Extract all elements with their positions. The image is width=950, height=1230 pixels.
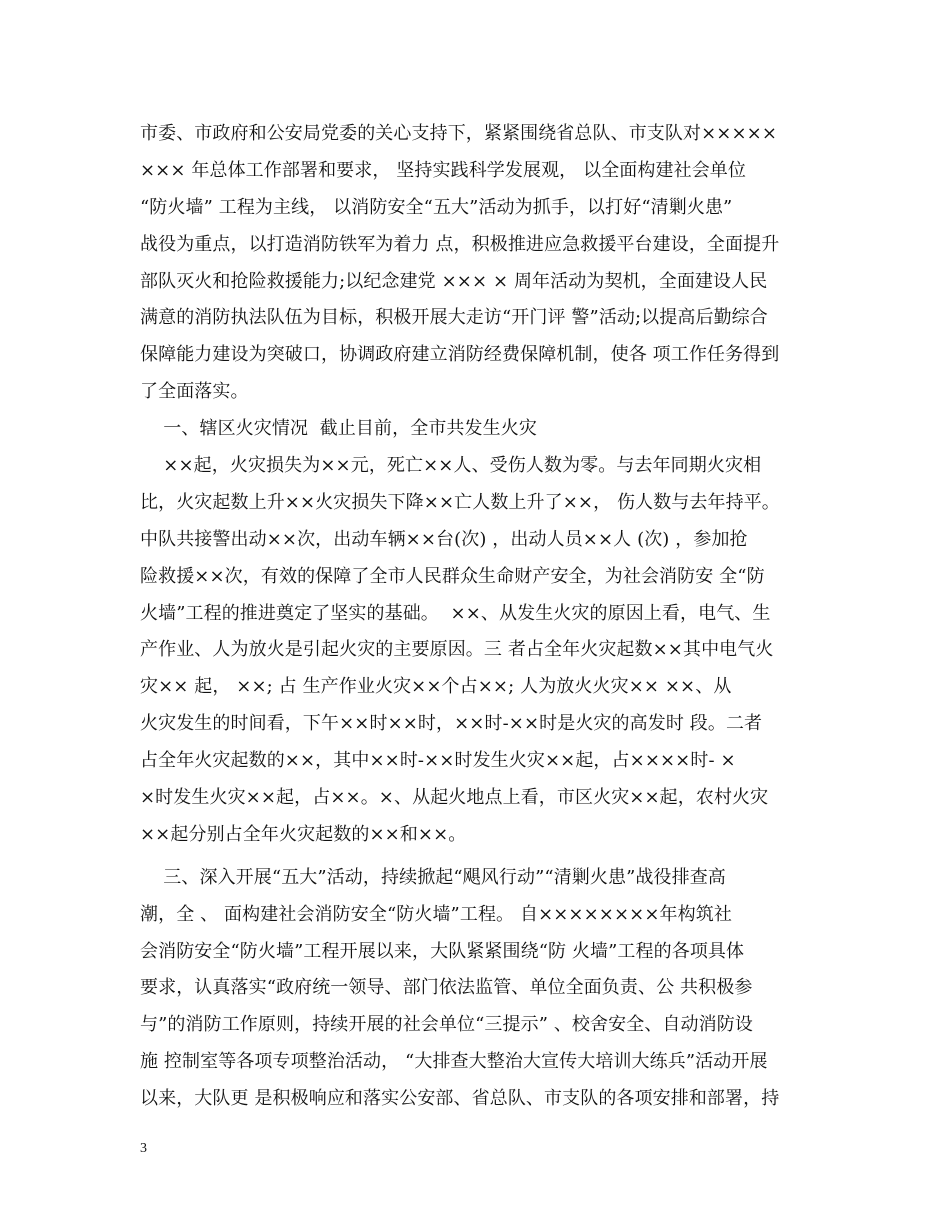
text-line: 施 控制室等各项专项整治活动， “大排查大整治大宣传大培训大练兵”活动开展 [140, 1051, 768, 1073]
text-line: ××起分别占全年火灾起数的××和××。 [140, 823, 467, 845]
text-line: 比，火灾起数上升××火灾损失下降××亡人数上升了××， 伤人数与去年持平。 [140, 491, 780, 513]
text-line: 战役为重点，以打造消防铁军为着力 点，积极推进应急救援平台建设，全面提升 [140, 233, 780, 255]
text-line: 潮，全 、 面构建社会消防安全“防火墙”工程。 自××××××××年构筑社 [140, 903, 732, 925]
text-line: 会消防安全“防火墙”工程开展以来，大队紧紧围绕“防 火墙”工程的各项具体 [140, 940, 745, 962]
text-line: 与”的消防工作原则，持续开展的社会单位“三提示” 、校舍安全、自动消防设 [140, 1014, 753, 1036]
text-line: 火墙”工程的推进奠定了坚实的基础。 ××、从发生火灾的原因上看，电气、生 [140, 602, 771, 624]
text-line: 灾×× 起， ××; 占 生产作业火灾××个占××; 人为放火火灾×× ××、从 [140, 676, 732, 698]
text-line: “防火墙” 工程为主线， 以消防安全“五大”活动为抓手，以打好“清剿火患” [140, 196, 733, 218]
text-line: 以来，大队更 是积极响应和落实公安部、省总队、市支队的各项安排和部署，持 [140, 1088, 780, 1110]
text-line: 要求，认真落实“政府统一领导、部门依法监管、单位全面负责、公 共积极参 [140, 977, 753, 999]
document-body [140, 116, 830, 1118]
text-line: 产作业、人为放火是引起火灾的主要原因。三 者占全年火灾起数××其中电气火 [140, 639, 774, 661]
text-line: 险救援××次，有效的保障了全市人民群众生命财产安全，为社会消防安 全“防 [140, 565, 765, 587]
text-line: 满意的消防执法队伍为目标，积极开展大走访“开门评 警”活动;以提高后勤综合 [140, 307, 768, 329]
section-heading-line: 一、辖区火灾情况 截止目前，全市共发生火灾 [140, 418, 537, 440]
text-line: 中队共接警出动××次，出动车辆××台(次) ，出动人员××人 (次) ，参加抢 [140, 528, 748, 550]
text-line: ×时发生火灾××起，占××。×、从起火地点上看，市区火灾××起，农村火灾 [140, 787, 769, 809]
text-line: 市委、市政府和公安局党委的关心支持下，紧紧围绕省总队、市支队对××××× [140, 123, 778, 144]
text-line: 保障能力建设为突破口，协调政府建立消防经费保障机制，使各 项工作任务得到 [140, 344, 780, 366]
text-line: 占全年火灾起数的××，其中××时-××时发生火灾××起，占××××时- × [140, 750, 736, 772]
text-line: 了全面落实。 [140, 381, 249, 403]
text-line: ××× 年总体工作部署和要求， 坚持实践科学发展观， 以全面构建社会单位 [140, 159, 747, 181]
text-line: 火灾发生的时间看，下午××时××时，××时-××时是火灾的高发时 段。二者 [140, 713, 763, 735]
page-number: 3 [140, 1141, 147, 1156]
section-heading-line: 三、深入开展“五大”活动，持续掀起“飓风行动”“清剿火患”战役排查高 [140, 866, 726, 888]
text-line: ××起，火灾损失为××元，死亡××人、受伤人数为零。与去年同期火灾相 [140, 455, 762, 477]
text-line: 部队灭火和抢险救援能力;以纪念建党 ××× × 周年活动为契机，全面建设人民 [140, 270, 768, 292]
